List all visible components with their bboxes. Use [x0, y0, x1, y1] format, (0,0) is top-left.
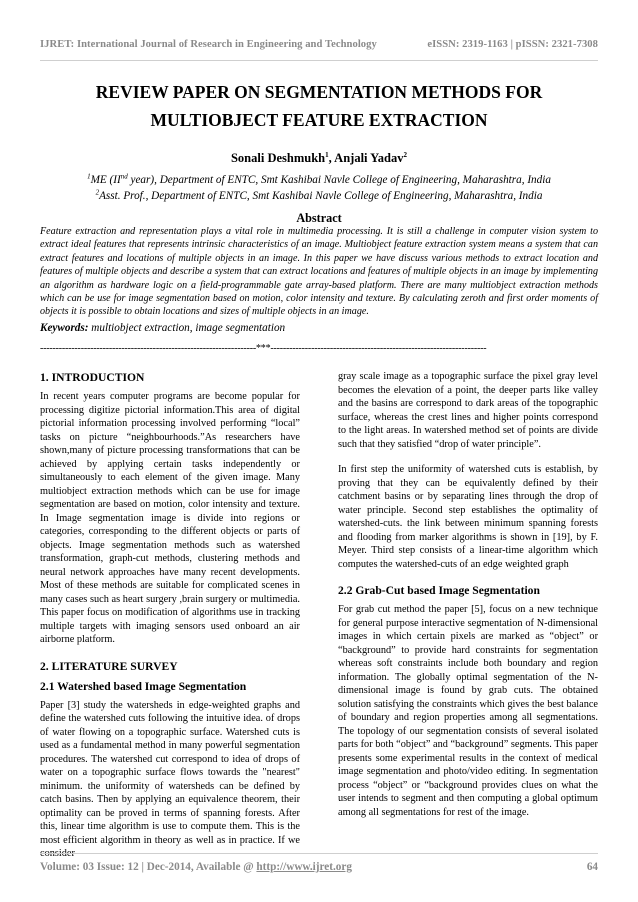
author-2: Anjali Yadav — [334, 151, 404, 165]
paper-title — [40, 78, 598, 134]
left-column — [40, 370, 300, 873]
abstract-heading: Abstract — [296, 211, 342, 225]
journal-link[interactable]: http://www.ijret.org — [256, 861, 352, 873]
right-column — [338, 370, 598, 831]
intro-paragraph: In recent years computer programs are become popular for processing digitize pictorial information.This area of digital pictorial information processing involved performing “local” tasks on picture “neighbourhoods.”As researchers have shown,many of picture processing transformations that can be achieved by applying certain tasks independently or simultaneously to each element of the given image. Many multiobject extraction methods which can be use for image segmentation are based on motion, color intensity and texture. In Image segmentation image is divide into regions or categories, corresponding to the different objects or parts of objects. Image segmentation methods such as watershed transformation, graph-cut methods, clustering methods and neural network approaches have many recent developments. Most of these methods are suitable for complicated scenes in many cases such as heart surgery ,brain surgery or multimedia. This paper focus on modification of algorithms use in tracking multiple targets with imaging sensors used onboard an air airborne platform. — [40, 391, 300, 645]
watershed-heading: 2.1 Watershed based Image Segmentation — [40, 679, 247, 693]
affiliation-1-pre: ME (II — [90, 174, 121, 186]
issn-info: eISSN: 2319-1163 | pISSN: 2321-7308 — [427, 39, 598, 50]
author-separator: , — [328, 151, 335, 165]
running-header — [40, 39, 598, 50]
literature-heading: 2. LITERATURE SURVEY — [40, 659, 178, 673]
affiliation-2 — [40, 188, 598, 204]
author-list — [40, 151, 598, 166]
volume-info — [40, 861, 352, 873]
title-line-1: REVIEW PAPER ON SEGMENTATION METHODS FOR — [95, 82, 543, 102]
footer-divider — [40, 853, 598, 854]
title-line-2: MULTIOBJECT FEATURE EXTRACTION — [150, 110, 488, 130]
header-divider — [40, 60, 598, 61]
keywords-line — [40, 322, 598, 334]
grabcut-heading: 2.2 Grab-Cut based Image Segmentation — [338, 584, 540, 597]
watershed-paragraph-3: In first step the uniformity of watershed cuts is establish, by proving that they can be equivalently defined by their catchment basins or by separating lines through the drop of water principle. Second step establishes the optimality of watershed-cuts. the link between minimum spanning forests and flooding from marker algorithms is shown in [19], by F. Meyer. Third step consists of a linear-time algorithm which computes the watershed-cuts of an edge weighted graph — [338, 464, 598, 570]
intro-heading: 1. INTRODUCTION — [40, 371, 145, 384]
affiliation-1-ordinal: nd — [120, 172, 128, 181]
section-separator: ---------------------------------------------------------------------***--------------------------------------------------------------------- — [40, 343, 487, 354]
affiliation-2-text: Asst. Prof., Department of ENTC, Smt Kashibai Navle College of Engineering, Maharashtra, India — [99, 190, 543, 202]
abstract-body: Feature extraction and representation plays a vital role in multimedia processing. It is still a challenge in computer vision system to extract ideal features that represents intrinsic characteristics of an image. Multiobject feature extraction system means a system that can extract features and locations of multiple objects in an image. In this paper we have discuss various methods to extract location and features of multiple objects and describe a system that can extract locations and features of multiple objects in an image by implementing an algorithm as hardware logic on a field-programmable gate array-based platform. There are many multiobject extraction methods which can be use for image segmentation based on motion, color intensity and texture. By calculating zeroth and first order moments of objects it is possible to obtain locations and sizes of multiple objects in an image. — [40, 226, 598, 318]
affiliation-1-text: year), Department of ENTC, Smt Kashibai Navle College of Engineering, Maharashtra, India — [127, 174, 551, 186]
journal-name: IJRET: International Journal of Research in Engineering and Technology — [40, 39, 377, 50]
keywords-text: multiobject extraction, image segmentation — [88, 322, 286, 334]
affiliation-1-mark: 1 — [87, 172, 91, 181]
page-number: 64 — [586, 861, 598, 873]
author-2-affil-mark: 2 — [403, 150, 408, 159]
watershed-paragraph-2: gray scale image as a topographic surface the pixel gray level becomes the elevation of a point, the deeper parts like valley and the basins are correspond to dark areas of the topographic surface, whereas the crest lines and higher points correspond to the light areas. In watershed method set of points are divide such that they satisfied “drop of water principle”. — [338, 371, 598, 450]
volume-text: Volume: 03 Issue: 12 | Dec-2014, Available @ — [40, 861, 257, 873]
affiliation-2-mark: 2 — [95, 188, 100, 197]
running-footer — [40, 861, 598, 873]
keywords-label: Keywords: — [40, 322, 89, 334]
grabcut-paragraph: For grab cut method the paper [5], focus on a new technique for general purpose interactive segmentation of N-dimensional images in which certain pixels are marked as “object” or “background” to provide hard constraints for segmentation whereas soft constraints include both boundary and region information. The globally optimal segmentation of the N-dimensional image is found by grab cuts. The obtained solution satisfying the constraints which gives the best balance of boundary and region properties among all segmentations. The topology of our segmentation consists of several isolated parts for both “object” and “background” segments. This paper presents some experimental results in the context of medical image segmentation and photo/video editing. In segmentation process “object” or “background provides clues on what the user intends to segment and then computing a global optimum among all segmentations for rest of the image. — [338, 604, 598, 818]
author-1-affil-mark: 1 — [325, 150, 329, 159]
affiliation-1 — [40, 172, 598, 188]
author-1: Sonali Deshmukh — [230, 151, 326, 165]
watershed-paragraph-1: Paper [3] study the watersheds in edge-weighted graphs and define the watershed cuts following the intuitive idea. of drops of water flowing on a topographic surface. Watershed cuts is used as a fundamental method in many powerful segmentation procedures. The watershed cut correspond to idea of drops of water on a topographic surface flows towards the "nearest" minimum. the uniformity of watersheds can be defined by catch basins. Then by applying an equivalence theorem, their optimality can be proved in terms of spanning forests. After this, linear time algorithm is use to compute them. This is the most efficient algorithm in theory as well as in practice. If we consider — [40, 699, 300, 859]
